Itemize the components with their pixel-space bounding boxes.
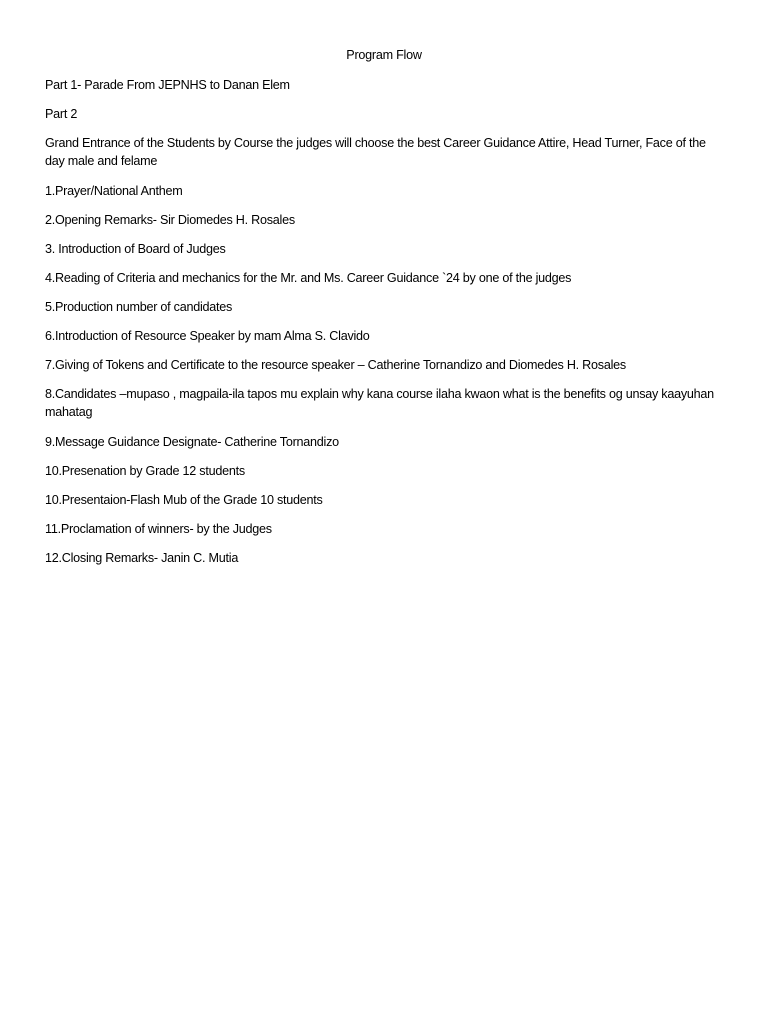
- program-item: 10.Presentaion-Flash Mub of the Grade 10 students: [45, 493, 323, 507]
- part-1-line: Part 1- Parade From JEPNHS to Danan Elem: [45, 78, 290, 92]
- program-item: 11.Proclamation of winners- by the Judges: [45, 522, 272, 536]
- program-item: 5.Production number of candidates: [45, 300, 233, 314]
- program-item: 7.Giving of Tokens and Certificate to the resource speaker – Catherine Tornandizo and Diomedes H. Rosales: [45, 358, 626, 372]
- program-item: 8.Candidates –mupaso , magpaila-ila tapos mu explain why kana course ilaha kwaon what is the benefits og unsay kaayuhan mahatag: [45, 387, 714, 419]
- grand-entrance-paragraph: Grand Entrance of the Students by Course the judges will choose the best Career Guidance Attire, Head Turner, Face of the day male and felame: [45, 136, 706, 168]
- program-item: 6.Introduction of Resource Speaker by mam Alma S. Clavido: [45, 329, 370, 343]
- program-item: 9.Message Guidance Designate- Catherine Tornandizo: [45, 435, 339, 449]
- program-item: 3. Introduction of Board of Judges: [45, 242, 226, 256]
- program-item: 12.Closing Remarks- Janin C. Mutia: [45, 551, 239, 565]
- program-item: 2.Opening Remarks- Sir Diomedes H. Rosales: [45, 213, 295, 227]
- document-title: Program Flow: [346, 48, 422, 62]
- program-item: 10.Presenation by Grade 12 students: [45, 464, 245, 478]
- program-item: 4.Reading of Criteria and mechanics for the Mr. and Ms. Career Guidance `24 by one of the judges: [45, 271, 572, 285]
- part-2-line: Part 2: [45, 107, 78, 121]
- program-item: 1.Prayer/National Anthem: [45, 184, 183, 198]
